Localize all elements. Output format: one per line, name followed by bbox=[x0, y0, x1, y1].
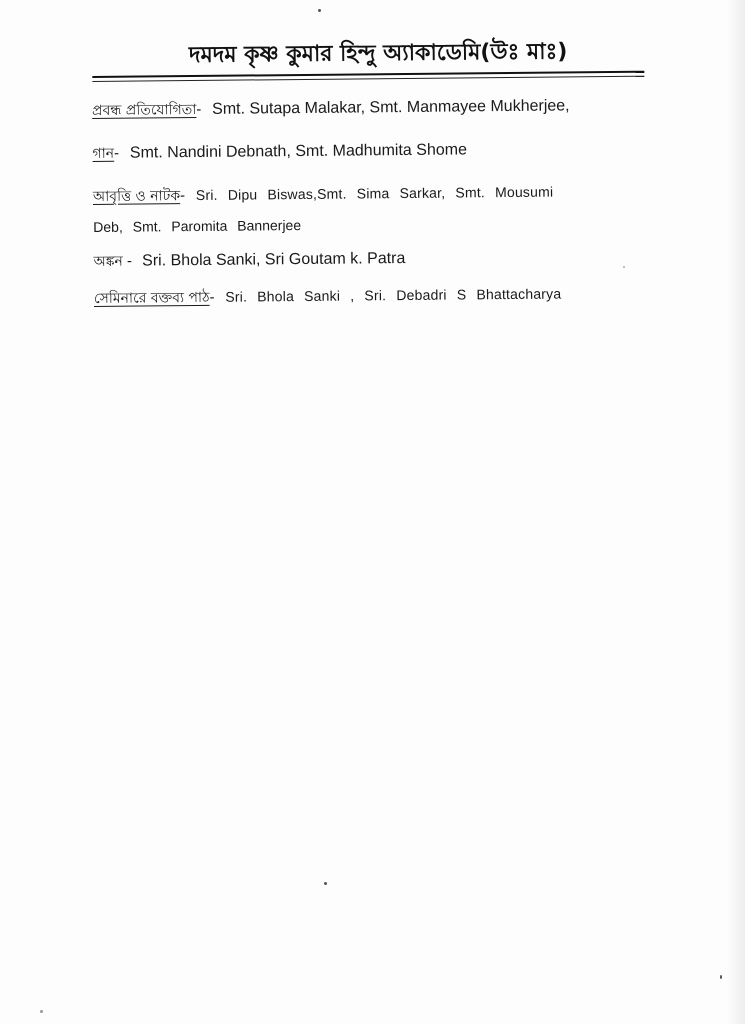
entry-names: Sri. Bhola Sanki , Sri. Debadri S Bhattacharya bbox=[225, 285, 562, 305]
scan-speck bbox=[720, 975, 722, 979]
entry-names: Sri. Bhola Sanki, Sri Goutam k. Patra bbox=[142, 249, 406, 270]
scan-speck bbox=[324, 882, 327, 885]
scan-speck bbox=[318, 9, 321, 12]
entry-label: গান bbox=[92, 145, 115, 162]
page-title: দমদম কৃষ্ণ কুমার হিন্দু অ্যাকাডেমি(উঃ মাঃ) bbox=[188, 39, 568, 69]
entry-separator: - bbox=[180, 187, 186, 205]
entry-label: প্রবন্ধ প্রতিযোগিতা bbox=[92, 101, 197, 119]
entry-separator: - bbox=[114, 144, 120, 162]
entry-names: Smt. Sutapa Malakar, Smt. Manmayee Mukherjee, bbox=[212, 97, 570, 118]
entry-label: অঙ্কন bbox=[93, 253, 123, 270]
entry-seminar-speech bbox=[94, 283, 654, 309]
entry-separator: - bbox=[122, 252, 137, 270]
scan-edge-shadow bbox=[727, 0, 745, 1024]
entry-list bbox=[92, 95, 653, 307]
entry-drawing bbox=[93, 246, 653, 272]
entry-separator: - bbox=[196, 100, 202, 118]
entry-names: Smt. Nandini Debnath, Smt. Madhumita Shome bbox=[129, 141, 467, 162]
document-header bbox=[92, 35, 644, 82]
scan-speck bbox=[623, 266, 625, 268]
entry-recitation-drama bbox=[93, 181, 653, 237]
entry-song bbox=[92, 138, 652, 164]
entry-names: Sri. Dipu Biswas,Smt. Sima Sarkar, Smt. Mousumi bbox=[195, 183, 554, 204]
entry-names-continued: Deb, Smt. Paromita Bannerjee bbox=[93, 216, 302, 235]
scan-speck bbox=[40, 1010, 43, 1013]
entry-label: সেমিনারে বক্তব্য পাঠ bbox=[93, 289, 210, 307]
entry-label: আবৃত্তি ও নাটক bbox=[92, 188, 181, 205]
entry-essay-competition bbox=[92, 95, 652, 121]
entry-separator: - bbox=[209, 288, 215, 306]
